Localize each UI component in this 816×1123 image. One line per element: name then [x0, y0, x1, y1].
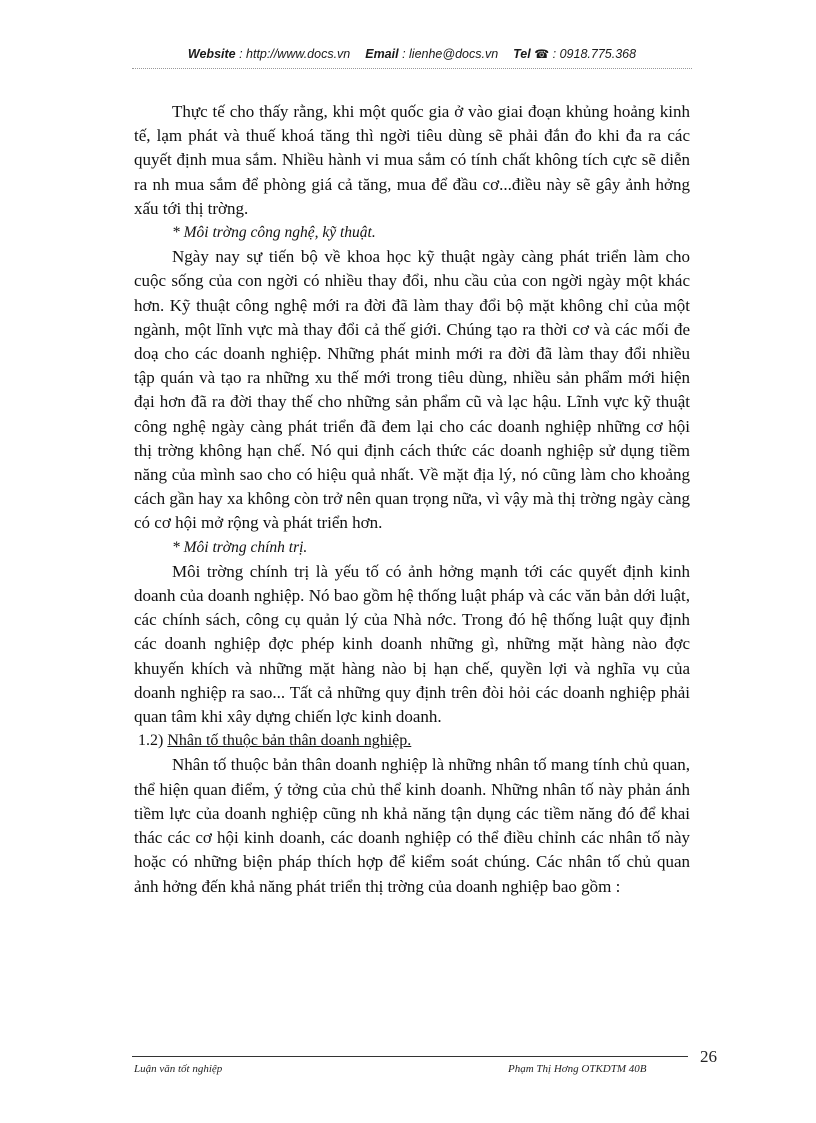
footer-divider	[132, 1056, 688, 1057]
document-body	[134, 100, 690, 899]
subheading-politics: * Môi trờng chính trị.	[172, 538, 308, 556]
subheading-technology: * Môi trờng công nghệ, kỹ thuật.	[172, 224, 376, 242]
section-title: Nhân tố thuộc bản thân doanh nghiệp.	[167, 732, 412, 750]
tel-label: Tel	[513, 47, 531, 61]
footer-thesis-label: Luận văn tốt nghiệp	[134, 1063, 223, 1075]
section-heading	[134, 729, 690, 753]
paragraph-technology: Ngày nay sự tiến bộ về khoa học kỹ thuật ngày càng phát triển làm cho cuộc sống của con ngời có nhiều thay đổi, nhu cầu của con ngời ngày một khác hơn. Kỹ thuật công nghệ mới ra đời đã làm thay đổi bộ mặt không chỉ của một ngành, một lĩnh vực mà thay đổi cả thế giới. Chúng tạo ra thời cơ và các mối đe doạ cho các doanh nghiệp. Những phát minh mới ra đời đã làm thay đổi nhiều tập quán và tạo ra những xu thế mới trong tiêu dùng, nhiều sản phẩm mới hiện đại hơn đã ra đời thay thế cho những sản phẩm cũ và lạc hậu. Lĩnh vực kỹ thuật công nghệ ngày càng phát triển đã đem lại cho các doanh nghiệp những cơ hội thị trờng không hạn chế. Nó qui định cách thức các doanh nghiệp sử dụng tiềm năng của mình sao cho có hiệu quả nhất. Về mặt địa lý, nó cũng làm cho khoảng cách gần hay xa không còn trở nên quan trọng nữa, vì vậy mà thị trờng ngày càng có cơ hội mở rộng và phát triển hơn.	[134, 247, 690, 533]
page-number: 26	[700, 1047, 717, 1066]
footer-author: Phạm Thị Hơng OTKDTM 40B	[508, 1063, 647, 1075]
email-label: Email	[365, 47, 399, 61]
paragraph-politics: Môi trờng chính trị là yếu tố có ảnh hởng mạnh tới các quyết định kinh doanh của doanh nghiệp. Nó bao gồm hệ thống luật pháp và các văn bản dới luật, các chính sách, công cụ quản lý của Nhà nớc. Trong đó hệ thống luật quy định các doanh nghiệp đợc phép kinh doanh những gì, những mặt hàng nào đợc khuyến khích và những mặt hàng nào bị hạn chế, quyền lợi và nghĩa vụ của doanh nghiệp ra sao... Tất cả những quy định trên đòi hỏi các doanh nghiệp phải quan tâm khi xây dựng chiến lợc kinh doanh.	[134, 561, 690, 727]
paragraph-economic: Thực tế cho thấy rằng, khi một quốc gia ở vào giai đoạn khủng hoảng kinh tế, lạm phát và thuế khoá tăng thì ngời tiêu dùng sẽ phải đắn đo khi đa ra các quyết định mua sắm. Nhiều hành vi mua sắm có tính chất không tích cực sẽ diễn ra nh mua sắm để phòng giá cả tăng, mua để đầu cơ...điều này sẽ gây ảnh hởng xấu tới thị trờng.	[134, 102, 690, 218]
paragraph-internal-factors: Nhân tố thuộc bản thân doanh nghiệp là những nhân tố mang tính chủ quan, thể hiện quan điểm, ý tởng của chủ thể kinh doanh. Những nhân tố này phản ánh tiềm lực của doanh nghiệp cũng nh khả năng tận dụng các tiềm năng đó để khai thác các cơ hội kinh doanh, các doanh nghiệp có thể điều chỉnh các nhân tố này hoặc có những biện pháp thích hợp để kiểm soát chúng. Các nhân tố chủ quan ảnh hởng đến khả năng phát triển thị trờng của doanh nghiệp bao gồm :	[134, 755, 690, 896]
header-divider	[132, 68, 692, 69]
website-value: : http://www.docs.vn	[239, 47, 351, 61]
page-header	[132, 47, 692, 61]
website-label: Website	[187, 47, 236, 61]
email-value: : lienhe@docs.vn	[402, 47, 499, 61]
phone-icon: ☎	[534, 47, 550, 61]
section-number: 1.2)	[138, 732, 164, 750]
tel-value: : 0918.775.368	[552, 47, 637, 61]
